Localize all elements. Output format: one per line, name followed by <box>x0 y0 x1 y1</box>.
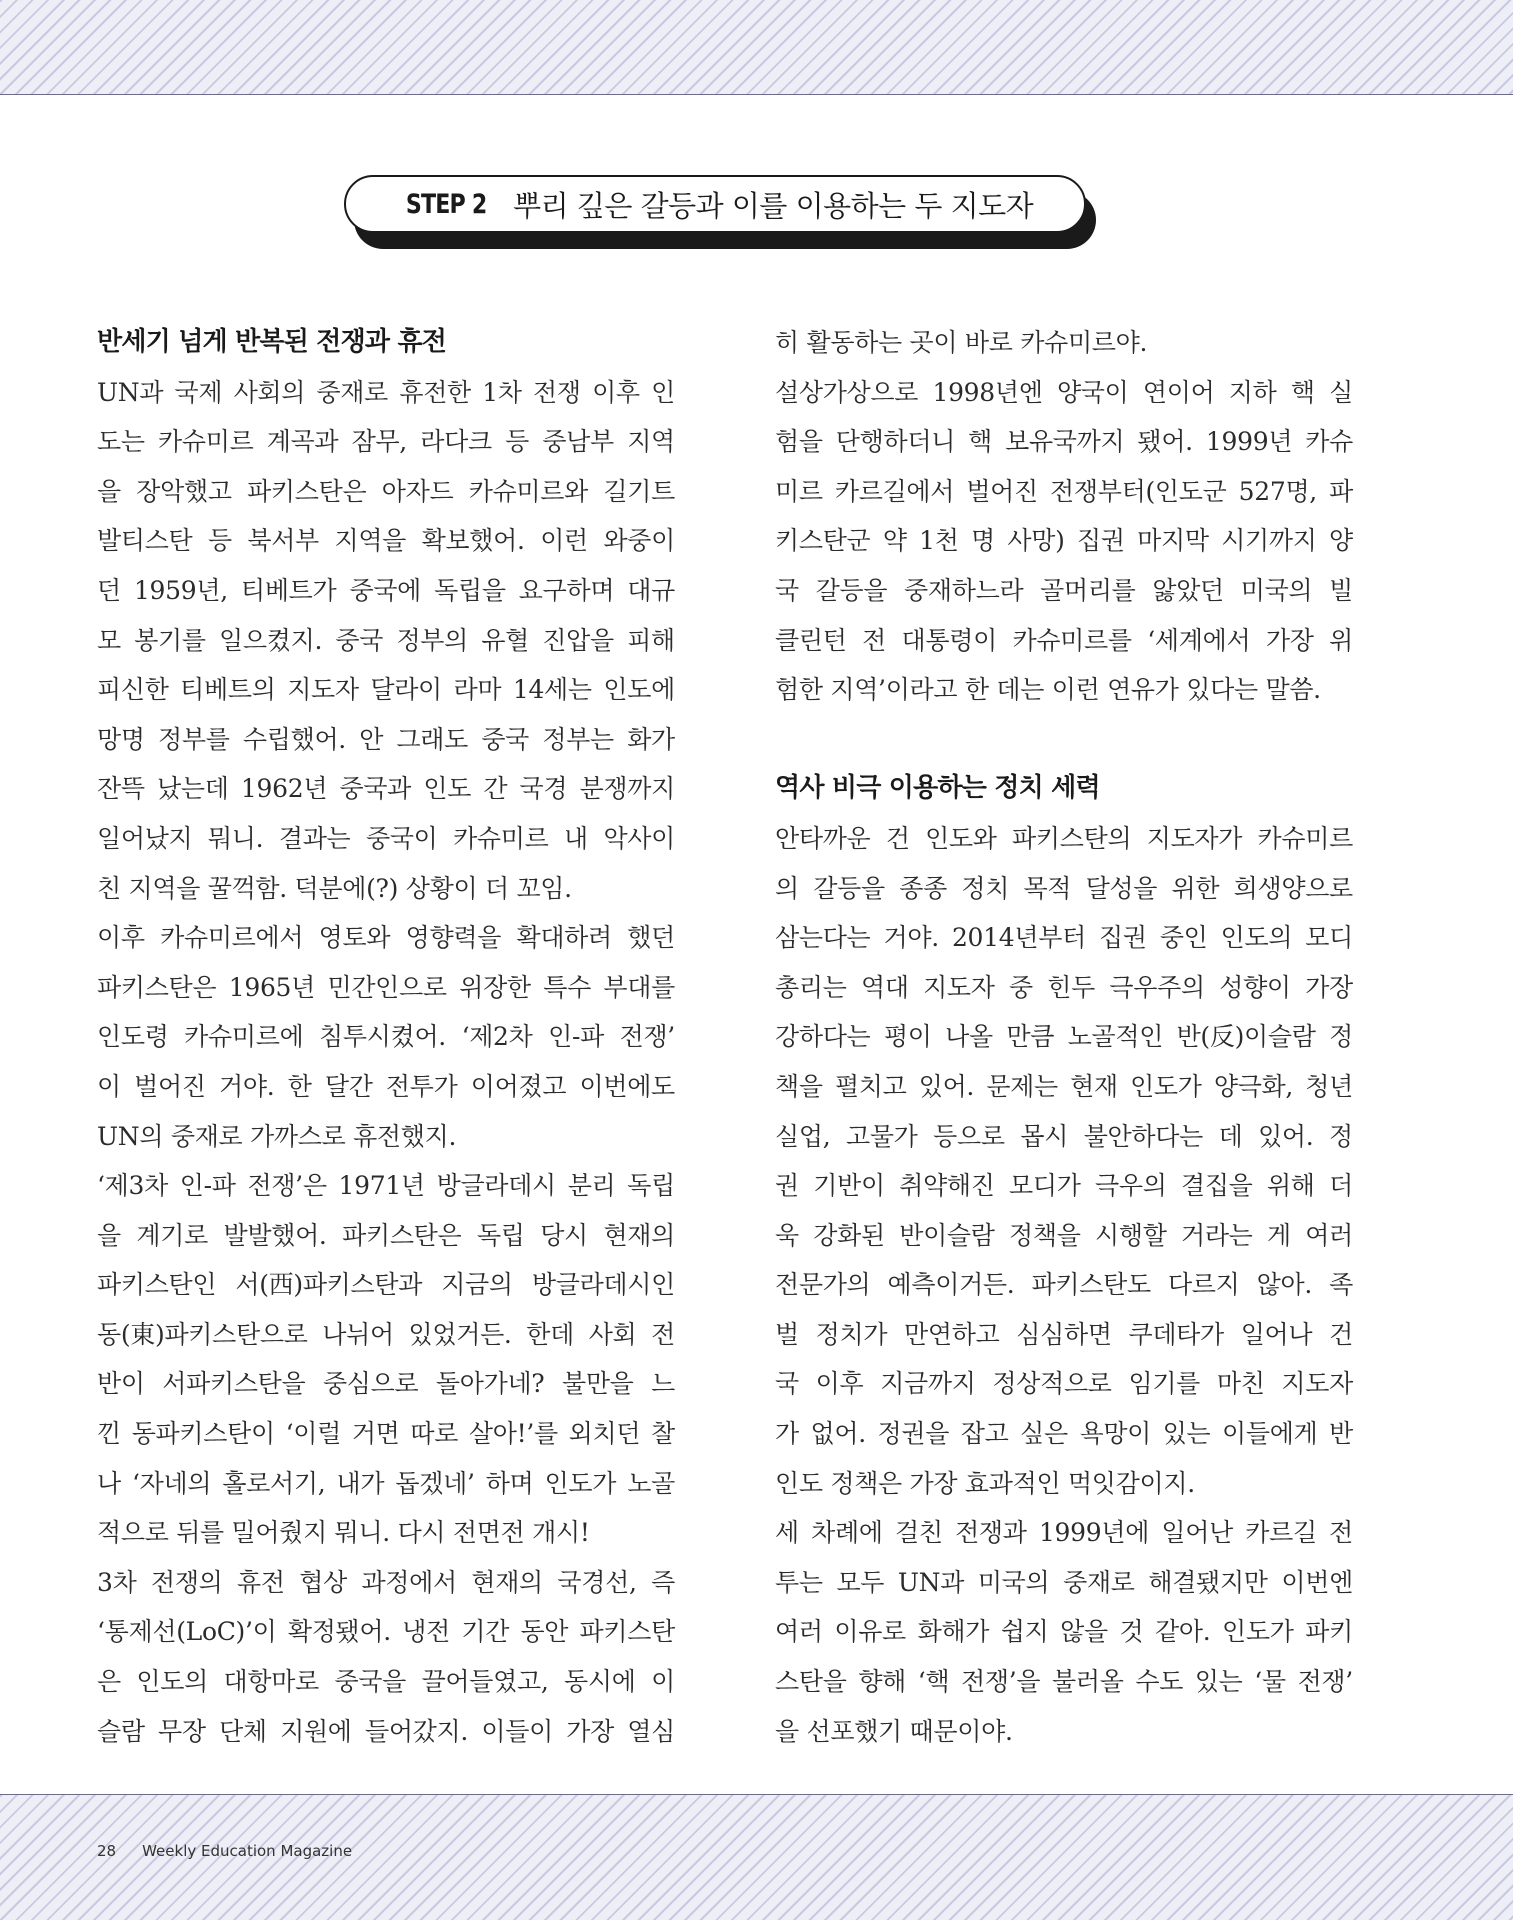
text-line: 험을 단행하더니 핵 보유국까지 됐어. 1999년 카슈 <box>775 427 1353 457</box>
text-line: ‘제3차 인-파 전쟁’은 1971년 방글라데시 분리 독립 <box>97 1171 675 1201</box>
step-header <box>344 175 1086 249</box>
text-line: ‘통제선(LoC)’이 확정됐어. 냉전 기간 동안 파키스탄 <box>97 1617 675 1647</box>
text-line: 국 이후 지금까지 정상적으로 임기를 마친 지도자 <box>775 1369 1353 1399</box>
text-line: 강하다는 평이 나올 만큼 노골적인 반(反)이슬람 정 <box>775 1022 1353 1052</box>
magazine-name: Weekly Education Magazine <box>142 1842 353 1860</box>
left-column <box>97 318 675 1756</box>
text-line: 모 봉기를 일으켰지. 중국 정부의 유혈 진압을 피해 <box>97 625 675 655</box>
text-line: 책을 펼치고 있어. 문제는 현재 인도가 양극화, 청년 <box>775 1071 1353 1101</box>
top-stripe-band <box>0 0 1513 95</box>
right-body-text-bottom <box>775 814 1353 1756</box>
text-line: 국 갈등을 중재하느라 골머리를 앓았던 미국의 빌 <box>775 575 1353 605</box>
text-line: 이후 카슈미르에서 영토와 영향력을 확대하려 했던 <box>97 923 675 953</box>
step-label: STEP 2 <box>405 188 487 220</box>
text-line: 히 활동하는 곳이 바로 카슈미르야. <box>775 328 1148 357</box>
text-line: 욱 강화된 반이슬람 정책을 시행할 거라는 게 여러 <box>775 1220 1353 1250</box>
text-line: 발티스탄 등 북서부 지역을 확보했어. 이런 와중이 <box>97 526 675 556</box>
text-line: 총리는 역대 지도자 중 힌두 극우주의 성향이 가장 <box>775 972 1353 1002</box>
text-line: 잔뜩 났는데 1962년 중국과 인도 간 국경 분쟁까지 <box>97 774 675 804</box>
text-line: 도는 카슈미르 계곡과 잠무, 라다크 등 중남부 지역 <box>97 427 675 457</box>
left-body-text <box>97 368 675 1757</box>
text-line: 낀 동파키스탄이 ‘이럴 거면 따로 살아!’를 외치던 찰 <box>97 1419 675 1449</box>
text-line: 안타까운 건 인도와 파키스탄의 지도자가 카슈미르 <box>775 823 1353 853</box>
text-line: 의 갈등을 종종 정치 목적 달성을 위한 희생양으로 <box>775 873 1353 903</box>
text-line: 설상가상으로 1998년엔 양국이 연이어 지하 핵 실 <box>775 377 1353 407</box>
text-line: 이 벌어진 거야. 한 달간 전투가 이어졌고 이번에도 <box>97 1071 675 1101</box>
text-line: 반이 서파키스탄을 중심으로 돌아가네? 불만을 느 <box>97 1369 675 1399</box>
text-line: 클린턴 전 대통령이 카슈미르를 ‘세계에서 가장 위 <box>775 625 1353 655</box>
text-line: 3차 전쟁의 휴전 협상 과정에서 현재의 국경선, 즉 <box>97 1567 675 1597</box>
text-line: 가 없어. 정권을 잡고 싶은 욕망이 있는 이들에게 반 <box>775 1419 1353 1449</box>
text-line: 망명 정부를 수립했어. 안 그래도 중국 정부는 화가 <box>97 724 675 754</box>
text-line: 세 차례에 걸친 전쟁과 1999년에 일어난 카르길 전 <box>775 1518 1353 1548</box>
text-line: 슬람 무장 단체 지원에 들어갔지. 이들이 가장 열심 <box>97 1716 675 1746</box>
text-line: 험한 지역’이라고 한 데는 이런 연유가 있다는 말씀. <box>775 675 1321 705</box>
text-line: 친 지역을 꿀꺽함. 덕분에(?) 상황이 더 꼬임. <box>97 873 572 903</box>
text-line: UN과 국제 사회의 중재로 휴전한 1차 전쟁 이후 인 <box>97 377 675 407</box>
text-line: 을 계기로 발발했어. 파키스탄은 독립 당시 현재의 <box>97 1220 675 1250</box>
text-line: 삼는다는 거야. 2014년부터 집권 중인 인도의 모디 <box>775 923 1353 953</box>
text-line: 투는 모두 UN과 미국의 중재로 해결됐지만 이번엔 <box>775 1567 1353 1597</box>
text-line: 을 장악했고 파키스탄은 아자드 카슈미르와 길기트 <box>97 476 675 506</box>
section-heading: 반세기 넘게 반복된 전쟁과 휴전 <box>97 327 447 357</box>
section-heading: 역사 비극 이용하는 정치 세력 <box>775 773 1100 804</box>
text-line: 키스탄군 약 1천 명 사망) 집권 마지막 시기까지 양 <box>775 526 1353 556</box>
text-line: 은 인도의 대항마로 중국을 끌어들였고, 동시에 이 <box>97 1667 675 1697</box>
step-title: 뿌리 깊은 갈등과 이를 이용하는 두 지도자 <box>513 188 1034 223</box>
text-line: 적으로 뒤를 밀어줬지 뭐니. 다시 전면전 개시! <box>97 1518 590 1548</box>
text-line: 을 선포했기 때문이야. <box>775 1716 1013 1746</box>
text-line: 전문가의 예측이거든. 파키스탄도 다르지 않아. 족 <box>775 1270 1353 1300</box>
text-line: 벌 정치가 만연하고 심심하면 쿠데타가 일어나 건 <box>775 1319 1353 1349</box>
paragraph-gap <box>775 715 1353 765</box>
text-line: 동(東)파키스탄으로 나뉘어 있었거든. 한데 사회 전 <box>97 1319 675 1349</box>
right-column <box>775 318 1353 1756</box>
text-line: UN의 중재로 가까스로 휴전했지. <box>97 1121 457 1151</box>
step-header-box <box>344 175 1086 233</box>
text-line: 나 ‘자네의 홀로서기, 내가 돕겠네’ 하며 인도가 노골 <box>97 1468 675 1498</box>
text-line: 권 기반이 취약해진 모디가 극우의 결집을 위해 더 <box>775 1171 1353 1201</box>
text-line: 인도 정책은 가장 효과적인 먹잇감이지. <box>775 1468 1195 1498</box>
text-line: 여러 이유로 화해가 쉽지 않을 것 같아. 인도가 파키 <box>775 1617 1353 1647</box>
text-line: 스탄을 향해 ‘핵 전쟁’을 불러올 수도 있는 ‘물 전쟁’ <box>775 1667 1353 1697</box>
page-footer <box>97 1842 352 1860</box>
text-line: 던 1959년, 티베트가 중국에 독립을 요구하며 대규 <box>97 575 675 605</box>
text-line: 피신한 티베트의 지도자 달라이 라마 14세는 인도에 <box>97 675 675 705</box>
text-line: 인도령 카슈미르에 침투시켰어. ‘제2차 인-파 전쟁’ <box>97 1022 675 1052</box>
text-line: 파키스탄은 1965년 민간인으로 위장한 특수 부대를 <box>97 972 675 1002</box>
text-line: 실업, 고물가 등으로 몹시 불안하다는 데 있어. 정 <box>775 1121 1353 1151</box>
page-number: 28 <box>97 1842 117 1860</box>
right-body-text-top <box>775 318 1353 715</box>
text-line: 미르 카르길에서 벌어진 전쟁부터(인도군 527명, 파 <box>775 476 1353 506</box>
text-line: 파키스탄인 서(西)파키스탄과 지금의 방글라데시인 <box>97 1270 675 1300</box>
text-line: 일어났지 뭐니. 결과는 중국이 카슈미르 내 악사이 <box>97 823 675 853</box>
